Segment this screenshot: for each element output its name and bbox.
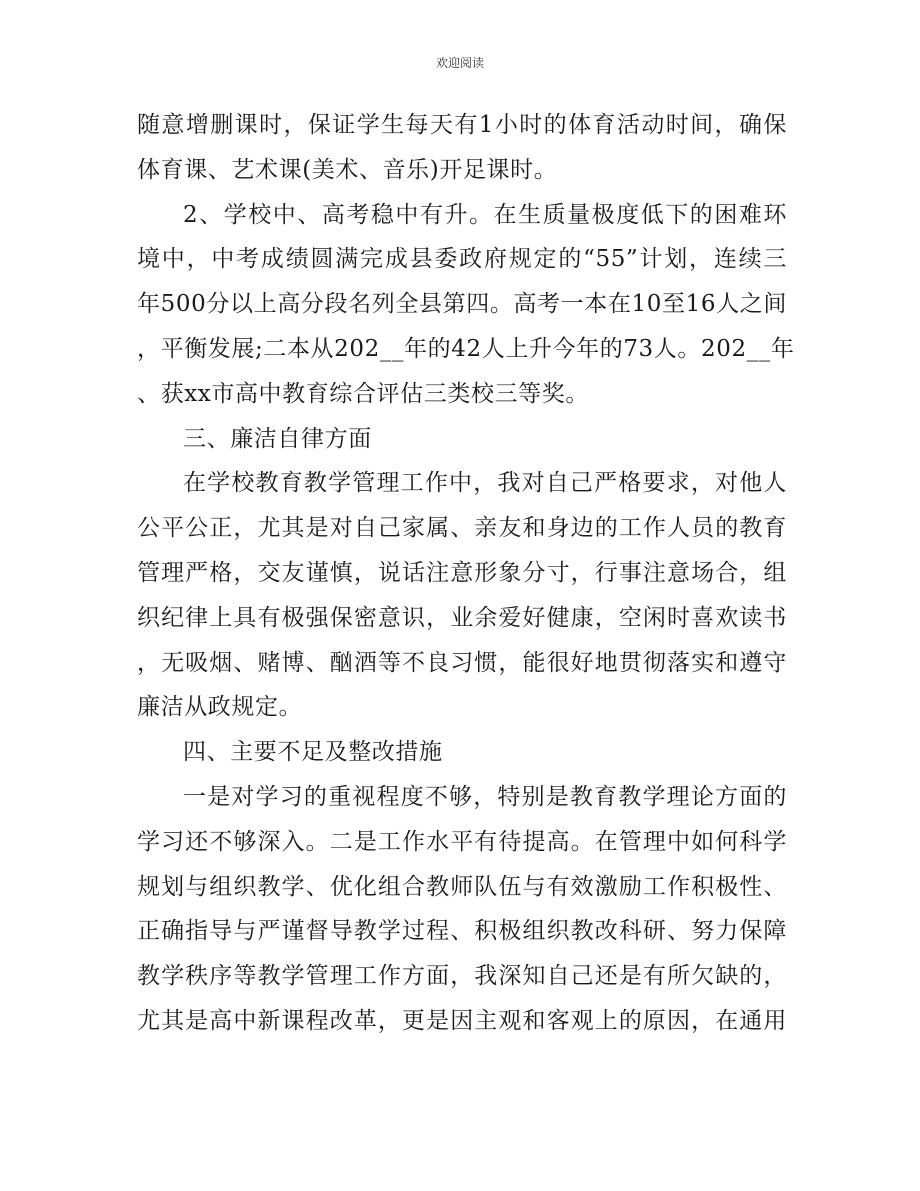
- section-heading: 四、主要不足及整改措施: [183, 739, 443, 766]
- paragraph-line: 教学秩序等教学管理工作方面，我深知自己还是有所欠缺的，: [137, 963, 787, 990]
- paragraph-line: 织纪律上具有极强保密意识，业余爱好健康，空闲时喜欢读书: [137, 604, 787, 631]
- paragraph-line: 廉洁从政规定。: [137, 694, 303, 721]
- document-body: [137, 103, 795, 1044]
- paragraph-line: 境中，中考成绩圆满完成县委政府规定的“55”计划，连续三: [137, 246, 787, 273]
- paragraph-line: 一是对学习的重视程度不够，特别是教育教学理论方面的: [183, 783, 787, 810]
- paragraph-line: ，无吸烟、赌博、酗酒等不良习惯，能很好地贯彻落实和遵守: [137, 649, 787, 676]
- paragraph-line: 体育课、艺术课(美术、音乐)开足课时。: [137, 156, 558, 183]
- paragraph-line: ，平衡发展;二本从202__年的42人上升今年的73人。202__年: [137, 335, 795, 362]
- paragraph-line: 、获xx市高中教育综合评估三类校三等奖。: [137, 380, 589, 407]
- paragraph-line: 学习还不够深入。二是工作水平有待提高。在管理中如何科学: [137, 828, 787, 855]
- paragraph-line: 在学校教育教学管理工作中，我对自己严格要求，对他人: [183, 470, 787, 497]
- paragraph-line: 尤其是高中新课程改革，更是因主观和客观上的原因，在通用: [137, 1007, 787, 1034]
- paragraph-line: 随意增删课时，保证学生每天有1小时的体育活动时间，确保: [137, 112, 787, 138]
- paragraph-line: 管理严格，交友谨慎，说话注意形象分寸，行事注意场合，组: [137, 559, 787, 586]
- paragraph-line: 年500分以上高分段名列全县第四。高考一本在10至16人之间: [137, 291, 787, 318]
- paragraph-line: 正确指导与严谨督导教学过程、积极组织教改科研、努力保障: [137, 918, 787, 945]
- section-heading: 三、廉洁自律方面: [183, 425, 372, 452]
- paragraph-line: 2、学校中、高考稳中有升。在生质量极度低下的困难环: [183, 201, 787, 228]
- page-header: 欢迎阅读: [435, 56, 484, 70]
- paragraph-line: 公平公正，尤其是对自己家属、亲友和身边的工作人员的教育: [137, 515, 787, 542]
- paragraph-line: 规划与组织教学、优化组合教师队伍与有效激励工作积极性、: [137, 873, 787, 900]
